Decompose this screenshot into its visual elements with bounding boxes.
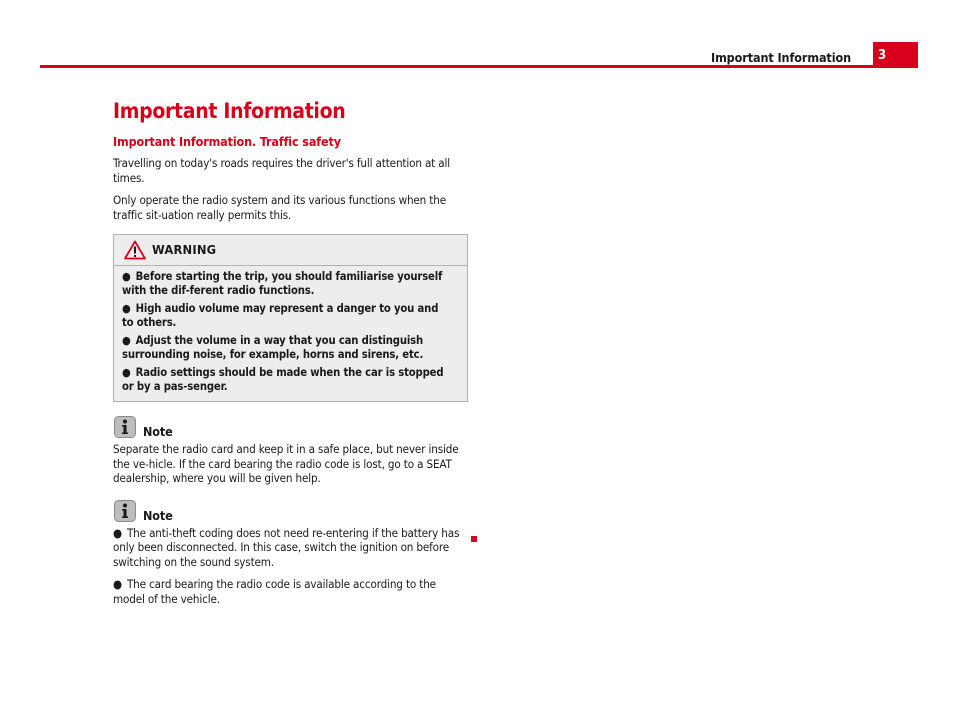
- bullet: ●: [113, 577, 122, 591]
- info-icon: [114, 416, 136, 438]
- warning-item: [122, 366, 453, 393]
- note-text: Separate the radio card and keep it in a safe place, but never inside the ve-hicle. If the card bearing the radio code is lost, go to a SEAT dealership, where you will be given help.: [113, 442, 459, 485]
- paragraph: Only operate the radio system and its various functions when the traffic sit-uation really permits this.: [113, 193, 446, 222]
- note-item: [113, 577, 468, 606]
- warning-item-text: Adjust the volume in a way that you can distinguish surrounding noise, for example, horns and sirens, etc.: [122, 334, 424, 361]
- note-item-text: The card bearing the radio code is available according to the model of the vehicle.: [113, 577, 436, 606]
- note-item-text: The anti-theft coding does not need re-entering if the battery has only been disconnected. In this case, switch the ignition on before switching on the sound system.: [113, 525, 460, 569]
- note-header: [113, 500, 468, 524]
- warning-item: [122, 302, 453, 329]
- note-item: [113, 526, 468, 570]
- content: [113, 98, 468, 614]
- warning-triangle-icon: [124, 240, 146, 260]
- note-body: [113, 526, 468, 607]
- section-end-mark: [471, 536, 477, 542]
- page-number: 3: [873, 42, 918, 68]
- warning-body: [114, 266, 467, 401]
- bullet: ●: [122, 270, 131, 283]
- warning-item: [122, 334, 453, 361]
- warning-item-text: Before starting the trip, you should familiarise yourself with the dif-ferent radio functions.: [122, 270, 443, 297]
- warning-header: [114, 235, 467, 266]
- note-header: [113, 416, 468, 440]
- warning-title: WARNING: [152, 243, 217, 258]
- warning-box: [113, 234, 468, 402]
- note-2: [113, 500, 468, 607]
- header-rule: [40, 65, 916, 68]
- running-head: Important Information: [710, 50, 851, 65]
- paragraph: Travelling on today's roads requires the driver's full attention at all times.: [113, 156, 451, 185]
- note-1: [113, 416, 468, 486]
- bullet: ●: [113, 525, 122, 540]
- warning-item: [122, 270, 453, 297]
- warning-item-text: High audio volume may represent a danger to you and to others.: [122, 302, 439, 329]
- note-title: Note: [143, 424, 173, 439]
- bullet: ●: [122, 334, 131, 347]
- bullet: ●: [122, 302, 131, 315]
- note-title: Note: [143, 507, 173, 523]
- info-icon: [114, 500, 136, 522]
- warning-item-text: Radio settings should be made when the car is stopped or by a pas-senger.: [122, 366, 444, 393]
- section-title: Important Information. Traffic safety: [113, 134, 341, 149]
- page-title: Important Information: [113, 99, 346, 123]
- bullet: ●: [122, 366, 131, 379]
